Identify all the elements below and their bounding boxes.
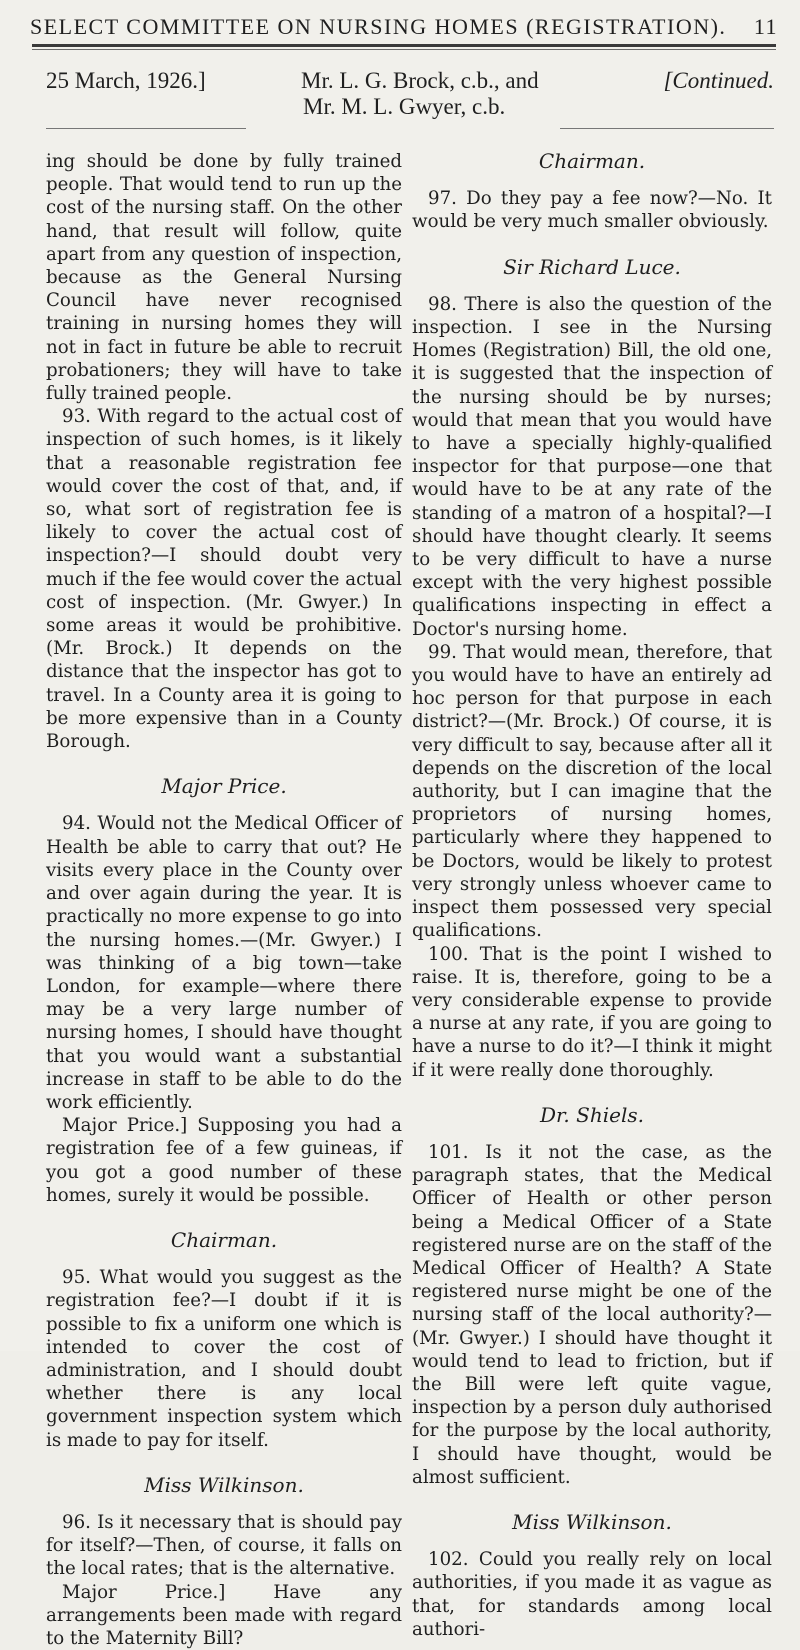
question-94: 94. Would not the Medical Officer of Health be able to carry that out? He visits every place in the County over and over again during the year. It is practically no more expense to go into the nursing homes.—(Mr. Gwyer.) I was thinking of a big town—take London, for example—where there may be a very large number of nursing homes, I should have thought that you would want a substantial increase in staff to be able to do the work efficiently. bbox=[46, 813, 402, 1113]
question-95: 95. What would you suggest as the registration fee?—I doubt if it is possible to fix a uniform one which is intended to cover the cost of administration, and I should doubt whether there is any local government inspection system which is made to pay for itself. bbox=[46, 1267, 402, 1451]
header-rule-thick bbox=[32, 44, 776, 47]
witness-line-1: Mr. L. G. Brock, c.b., and bbox=[301, 68, 539, 93]
question-100: 100. That is the point I wished to raise. It is, therefore, going to be a very considerable expense to provide a nurse at any rate, if you are going to have a nurse to do it?—I think it might if it were really done thoroughly. bbox=[412, 943, 772, 1081]
question-102: 102. Could you really rely on local authorities, if you made it as vague as that, for standards among local authori- bbox=[412, 1549, 772, 1640]
dateline-rule-right bbox=[560, 128, 774, 129]
question-99: 99. That would mean, therefore, that you would have to have an entirely ad hoc person for that purpose in each district?—(Mr. Brock.) Of course, it is very difficult to say, because after all it depends on the discretion of the local authority, but I can imagine that the proprietors of nursing homes, particularly where they happened to be Doctors, would be likely to protest very strongly unless whoever came to inspect them possessed very special qualifications. bbox=[412, 641, 772, 942]
speaker-heading: Miss Wilkinson. bbox=[144, 1472, 304, 1497]
paragraph-intro: ing should be done by fully trained people. That would tend to run up the cost of the nursing staff. On the other hand, that result will follow, quite apart from any question of inspection, because as the General Nursing Council have never recognised training in nursing homes they will not in fact in future be able to recruit probationers; they will have to take fully trained people. bbox=[46, 151, 402, 405]
sitting-date: 25 March, 1926.] bbox=[46, 68, 206, 93]
speaker-heading: Major Price. bbox=[161, 774, 287, 799]
question-94-followup: Major Price.] Supposing you had a registration fee of a few guineas, if you got a good number of these homes, surely it would be possible. bbox=[46, 1115, 402, 1206]
right-column bbox=[412, 150, 772, 1641]
continued-marker: [Continued. bbox=[663, 68, 774, 93]
question-96-followup: Major Price.] Have any arrangements been made with regard to the Maternity Bill? bbox=[46, 1581, 402, 1649]
speaker-heading: Dr. Shiels. bbox=[540, 1102, 644, 1127]
speaker-heading: Chairman. bbox=[170, 1227, 278, 1252]
question-97: 97. Do they pay a fee now?—No. It would be very much smaller obviously. bbox=[412, 188, 772, 233]
question-93: 93. With regard to the actual cost of inspection of such homes, is it likely that a reasonable registration fee would cover the cost of that, and, if so, what sort of registration fee is likely to cover the actual cost of inspection?—I should doubt very much if the fee would cover the actual cost of inspection. (Mr. Gwyer.) In some areas it would be prohibitive. (Mr. Brock.) It depends on the distance that the inspector has got to travel. In a County area it is going to be more expensive than in a County Borough. bbox=[46, 406, 402, 753]
witness-names bbox=[301, 68, 539, 120]
witness-line-2: Mr. M. L. Gwyer, c.b. bbox=[303, 94, 506, 119]
header-rule-thin bbox=[32, 49, 776, 50]
speaker-heading: Chairman. bbox=[538, 149, 646, 173]
question-101: 101. Is it not the case, as the paragraph states, that the Medical Officer of Health or other person being a Medical Officer of a State registered nurse are on the staff of the Medical Officer of Health? A State registered nurse might be one of the nursing staff of the local authority?—(Mr. Gwyer.) I should have thought it would tend to lead to friction, but if the Bill were left quite vague, inspection by a person duly authorised for the purpose by the local authority, I should have thought, would be almost sufficient. bbox=[412, 1141, 772, 1488]
left-column bbox=[46, 150, 402, 1650]
dateline-rule-left bbox=[46, 128, 246, 129]
question-98: 98. There is also the question of the inspection. I see in the Nursing Homes (Registration) Bill, the old one, it is suggested that the inspection of the nursing should be by nurses; would that mean that you would have to have a specially highly-qualified inspector for that purpose—one that would have to be at any rate of the standing of a matron of a hospital?—I should have thought clearly. It seems to be very difficult to have a nurse except with the very highest possible qualifications inspecting in effect a Doctor's nursing home. bbox=[412, 293, 772, 640]
running-title: SELECT COMMITTEE ON NURSING HOMES (REGISTRATION). bbox=[30, 14, 727, 39]
speaker-heading: Sir Richard Luce. bbox=[503, 254, 681, 279]
dateline bbox=[46, 68, 774, 128]
question-96: 96. Is it necessary that is should pay for itself?—Then, of course, it falls on the local rates; that is the alternative. bbox=[46, 1511, 402, 1580]
page-number: 11 bbox=[753, 14, 778, 39]
speaker-heading: Miss Wilkinson. bbox=[512, 1509, 672, 1534]
